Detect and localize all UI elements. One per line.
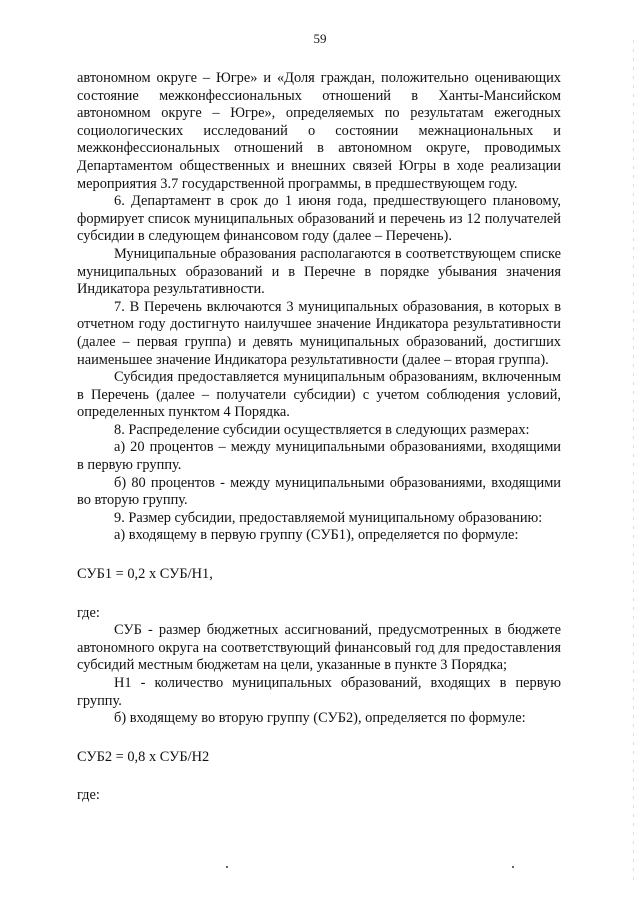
paragraph-item-9a: а) входящему в первую группу (СУБ1), определяется по формуле: (114, 527, 519, 544)
paragraph-subsidy-recipients: Субсидия предоставляется муниципальным образованиям, включенным в Перечень (далее – получатели субсидии) с учетом соблюдения условий, определенных пунктом 4 Порядка. (77, 369, 561, 421)
where-label-2: где: (77, 787, 100, 804)
document-body (77, 70, 561, 805)
paragraph-item-6: 6. Департамент в срок до 1 июня года, предшествующего плановому, формирует список муниципальных образований и перечень из 12 получателей субсидии в следующем финансовом году (далее – Перечень). (77, 193, 561, 245)
paragraph-item-8a: а) 20 процентов – между муниципальными образованиями, входящими в первую группу. (77, 439, 561, 474)
paragraph-ordering: Муниципальные образования располагаются в соответствующем списке муниципальных образований и в Перечне в порядке убывания значения Индикатора результативности. (77, 245, 561, 298)
page-number: 59 (313, 31, 327, 46)
definition-sub: СУБ - размер бюджетных ассигнований, предусмотренных в бюджете автономного округа на соответствующий финансовый год для предоставления субсидий местным бюджетам на цели, указанные в пункте 3 Порядка; (77, 622, 561, 674)
formula-sub2: СУБ2 = 0,8 х СУБ/Н2 (77, 748, 210, 765)
where-label-1: где: (77, 604, 100, 621)
paragraph-item-9b: б) входящему во вторую группу (СУБ2), определяется по формуле: (114, 710, 526, 727)
formula-sub1: СУБ1 = 0,2 х СУБ/Н1, (77, 566, 213, 583)
paragraph-item-7: 7. В Перечень включаются 3 муниципальных образования, в которых в отчетном году достигнуто наилучшее значение Индикатора результативности (далее – первая группа) и девять муниципальных образований, достигших наименьшее значение Индикатора результативности (далее – вторая группа). (77, 298, 561, 368)
paragraph-item-8: 8. Распределение субсидии осуществляется в следующих размерах: (114, 421, 530, 438)
definition-n1: Н1 - количество муниципальных образований, входящих в первую группу. (77, 675, 561, 709)
scan-mark-right (512, 866, 514, 868)
paragraph-item-9: 9. Размер субсидии, предоставляемой муниципальному образованию: (114, 509, 543, 526)
paragraph-continuation: автономном округе – Югре» и «Доля граждан, положительно оценивающих состояние межконфессиональных отношений в Ханты-Мансийском автономном округе – Югре», определяемых по результатам ежегодных социологических исследований о состоянии межнациональных и межконфессиональных отношений в автономном округе, проводимых Департаментом общественных и внешних связей Югры в ходе реализации мероприятия 3.7 государственной программы, в предшествующем году. (77, 70, 561, 192)
paragraph-item-8b: б) 80 процентов - между муниципальными образованиями, входящими во вторую группу. (77, 474, 561, 509)
scan-mark-left (226, 866, 228, 868)
scan-edge (633, 40, 634, 880)
